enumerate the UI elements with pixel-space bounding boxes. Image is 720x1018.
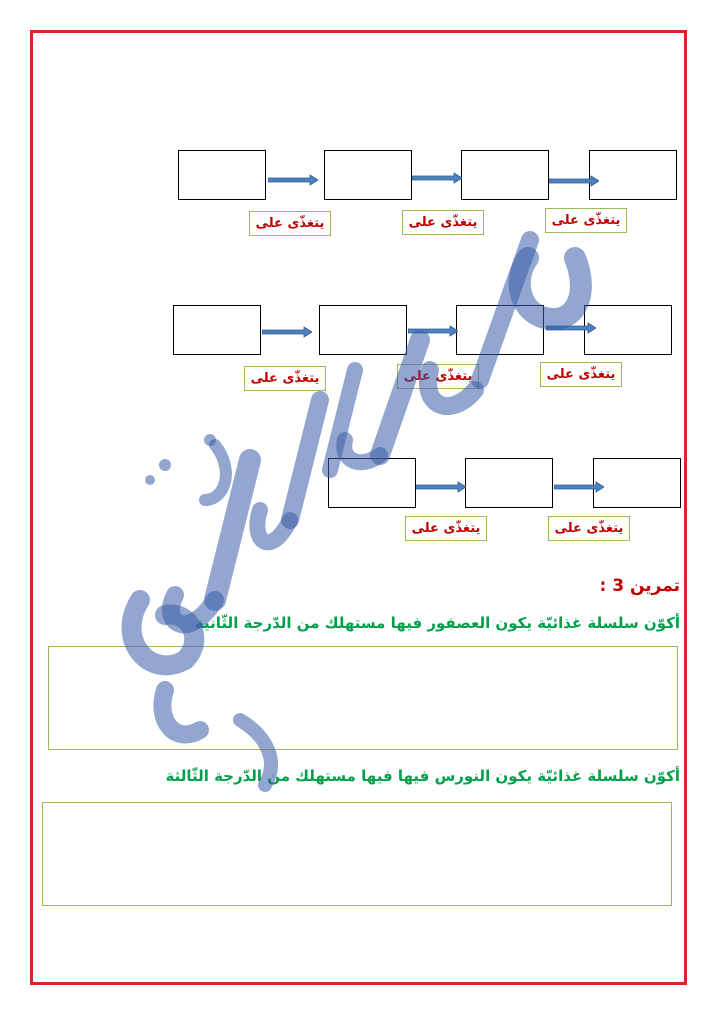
chain1-box-4[interactable] bbox=[589, 150, 677, 200]
arrow-icon bbox=[546, 322, 596, 334]
chain1-label-2: يتغذّى على bbox=[402, 210, 484, 235]
chain3-box-3[interactable] bbox=[593, 458, 681, 508]
arrow-icon bbox=[412, 172, 462, 184]
chain2-label-3: يتغذّى على bbox=[540, 362, 622, 387]
answer-box-1[interactable] bbox=[48, 646, 678, 750]
chain2-box-1[interactable] bbox=[173, 305, 261, 355]
chain3-label-2: يتغذّى على bbox=[548, 516, 630, 541]
chain1-box-1[interactable] bbox=[178, 150, 266, 200]
arrow-icon bbox=[262, 326, 312, 338]
chain3-label-1: يتغذّى على bbox=[405, 516, 487, 541]
exercise-title: تمرين 3 : bbox=[599, 576, 680, 596]
question-1: أكوّن سلسلة غذائيّة يكون العصفور فيها مستهلك من الدّرجة الثّانية bbox=[194, 614, 680, 632]
arrow-icon bbox=[554, 481, 604, 493]
chain1-label-3: يتغذّى على bbox=[545, 208, 627, 233]
arrow-icon bbox=[549, 175, 599, 187]
chain1-box-2[interactable] bbox=[324, 150, 412, 200]
chain1-label-1: يتغذّى على bbox=[249, 211, 331, 236]
chain3-box-1[interactable] bbox=[328, 458, 416, 508]
answer-box-2[interactable] bbox=[42, 802, 672, 906]
arrow-icon bbox=[408, 325, 458, 337]
question-2: أكوّن سلسلة غذائيّة يكون النورس فيها فيها مستهلك من الدّرجة الثّالثة bbox=[165, 767, 680, 785]
chain3-box-2[interactable] bbox=[465, 458, 553, 508]
chain1-box-3[interactable] bbox=[461, 150, 549, 200]
chain2-label-1: يتغذّى على bbox=[244, 366, 326, 391]
chain2-label-2: يتغذّى على bbox=[397, 364, 479, 389]
arrow-icon bbox=[268, 174, 318, 186]
chain2-box-4[interactable] bbox=[584, 305, 672, 355]
chain2-box-2[interactable] bbox=[319, 305, 407, 355]
chain2-box-3[interactable] bbox=[456, 305, 544, 355]
arrow-icon bbox=[416, 481, 466, 493]
